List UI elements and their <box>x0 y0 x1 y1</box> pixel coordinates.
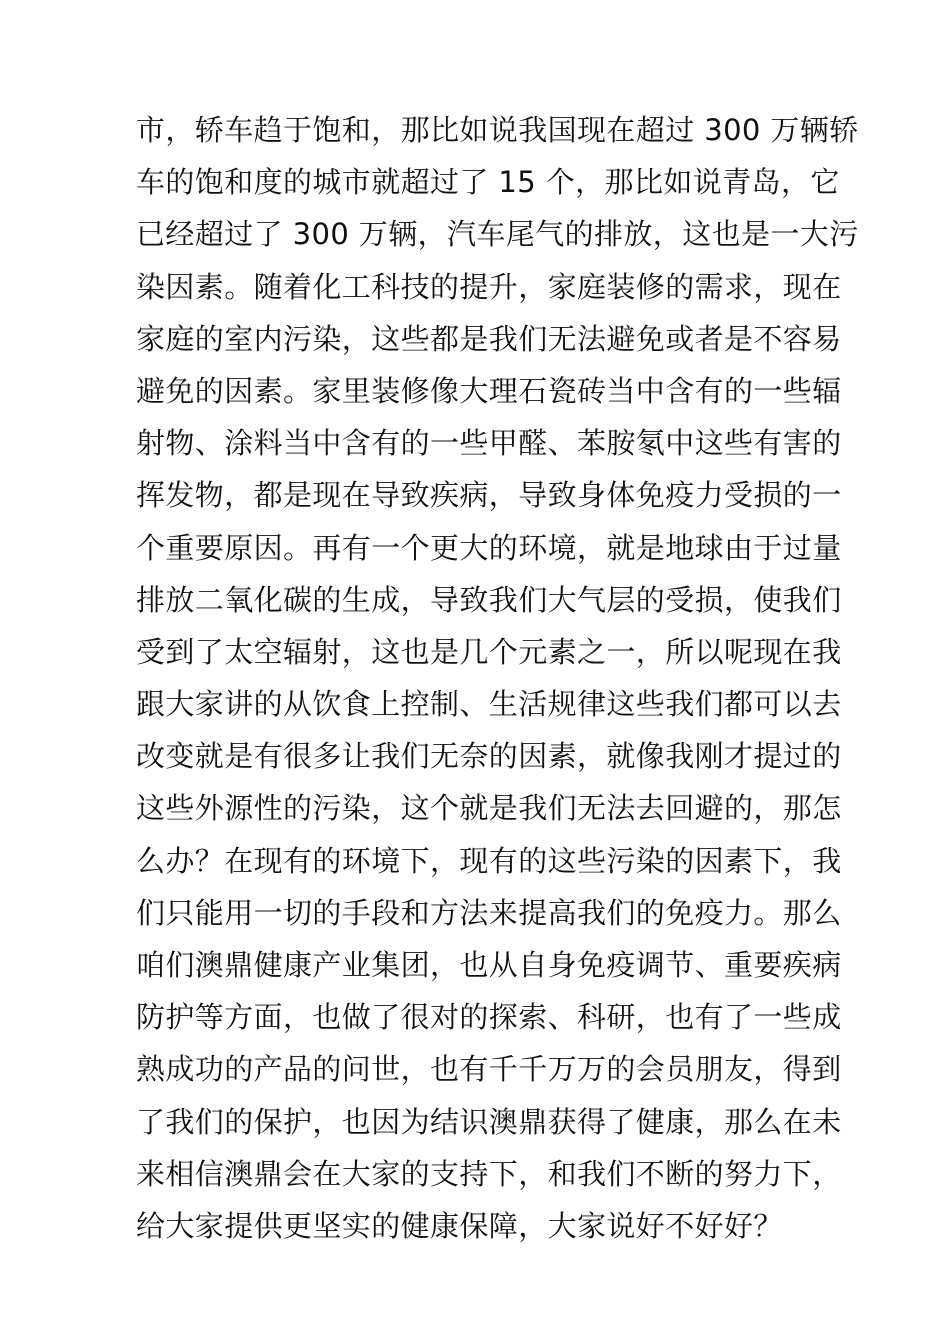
text-line: 个重要原因。再有一个更大的环境，就是地球由于过量 <box>136 530 842 565</box>
text-line: 么办？在现有的环境下，现有的这些污染的因素下，我 <box>136 843 842 878</box>
text-line: 跟大家讲的从饮食上控制、生活规律这些我们都可以去 <box>136 687 842 722</box>
text-line: 避免的因素。家里装修像大理石瓷砖当中含有的一些辐 <box>136 373 842 408</box>
text-line: 染因素。随着化工科技的提升，家庭装修的需求，现在 <box>136 269 842 304</box>
text-line: 挥发物，都是现在导致疾病，导致身体免疫力受损的一 <box>136 478 842 513</box>
text-line: 射物、涂料当中含有的一些甲醛、苯胺氡中这些有害的 <box>136 426 842 461</box>
text-line: 市，轿车趋于饱和，那比如说我国现在超过 300 万辆轿 <box>136 113 859 147</box>
text-line: 咱们澳鼎健康产业集团，也从自身免疫调节、重要疾病 <box>136 948 842 982</box>
text-line: 车的饱和度的城市就超过了 15 个，那比如说青岛，它 <box>136 165 840 200</box>
text-line: 家庭的室内污染，这些都是我们无法避免或者是不容易 <box>136 321 842 356</box>
text-line: 改变就是有很多让我们无奈的因素，就像我刚才提过的 <box>136 739 842 774</box>
text-line: 给大家提供更坚实的健康保障，大家说好不好好？ <box>136 1208 783 1243</box>
text-line: 排放二氧化碳的生成，导致我们大气层的受损，使我们 <box>136 582 842 617</box>
text-line: 这些外源性的污染，这个就是我们无法去回避的，那怎 <box>136 791 842 826</box>
text-line: 防护等方面，也做了很对的探索、科研，也有了一些成 <box>136 1000 842 1035</box>
text-line: 来相信澳鼎会在大家的支持下，和我们不断的努力下， <box>136 1156 842 1191</box>
text-line: 受到了太空辐射，这也是几个元素之一，所以呢现在我 <box>136 634 842 669</box>
text-line: 了我们的保护，也因为结识澳鼎获得了健康，那么在未 <box>136 1104 842 1139</box>
text-line: 已经超过了 300 万辆，汽车尾气的排放，这也是一大污 <box>136 217 859 252</box>
text-line: 们只能用一切的手段和方法来提高我们的免疫力。那么 <box>136 895 842 930</box>
text-line: 熟成功的产品的问世，也有千千万万的会员朋友，得到 <box>136 1052 842 1087</box>
body-paragraph <box>136 104 859 1252</box>
